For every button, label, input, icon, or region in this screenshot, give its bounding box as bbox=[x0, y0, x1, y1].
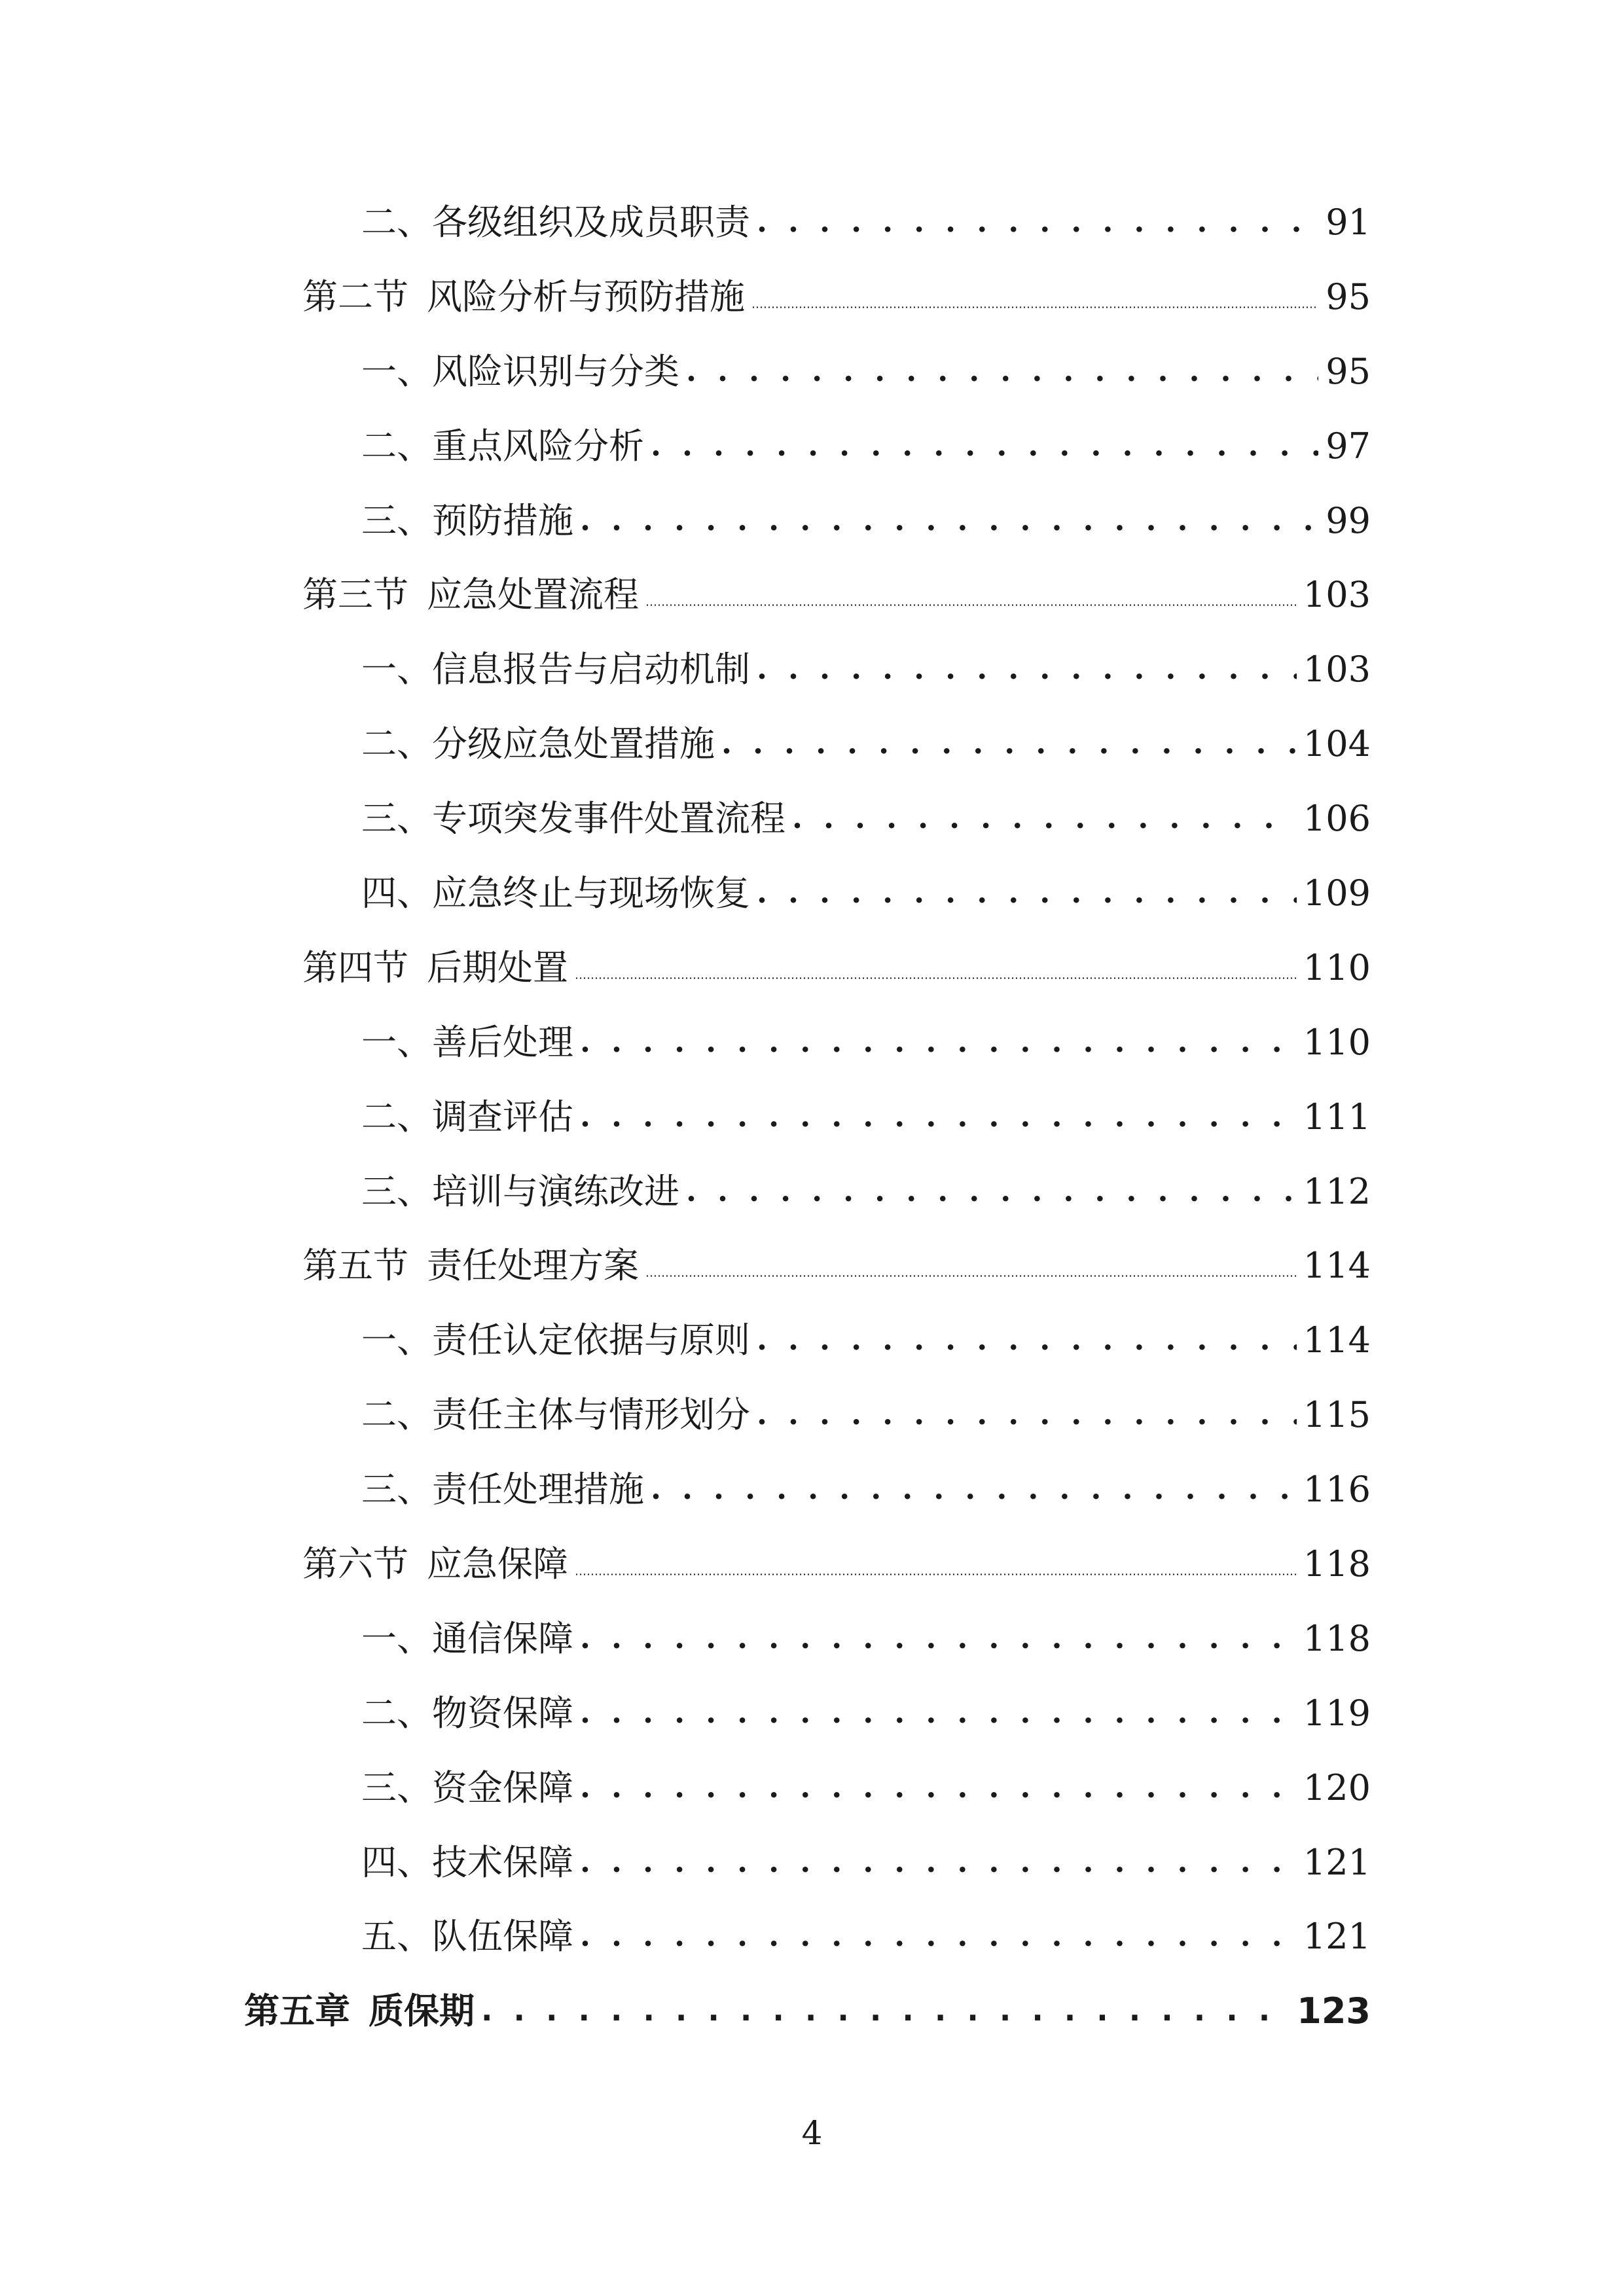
toc-entry-text: 通信保障 bbox=[432, 1617, 573, 1659]
toc-page-number: 118 bbox=[1303, 1543, 1371, 1585]
toc-page-number: 103 bbox=[1303, 649, 1371, 691]
toc-entry-title bbox=[302, 276, 745, 317]
toc-subsection-entry[interactable] bbox=[0, 1155, 1371, 1229]
toc-subsection-entry[interactable] bbox=[0, 1602, 1371, 1676]
toc-entry-title bbox=[361, 350, 679, 392]
toc-dot-leader bbox=[757, 652, 1297, 687]
toc-dot-leader bbox=[721, 726, 1297, 762]
toc-entry-title bbox=[361, 872, 750, 914]
toc-subsection-entry[interactable] bbox=[0, 1378, 1371, 1452]
toc-page-number: 121 bbox=[1303, 1841, 1371, 1883]
toc-dot-leader bbox=[580, 1919, 1297, 1954]
toc-dot-leader bbox=[645, 577, 1297, 613]
toc-entry-title bbox=[302, 1543, 568, 1585]
toc-entry-number: 二、 bbox=[361, 1096, 432, 1138]
toc-entry-number: 第六节 bbox=[302, 1543, 408, 1585]
toc-dot-leader bbox=[580, 1100, 1297, 1135]
toc-dot-leader bbox=[751, 279, 1318, 315]
toc-entry-number: 第四节 bbox=[302, 946, 408, 988]
toc-page-number: 119 bbox=[1303, 1692, 1371, 1734]
toc-subsection-entry[interactable] bbox=[0, 1005, 1371, 1080]
toc-section-entry[interactable] bbox=[0, 558, 1371, 632]
toc-page-number: 106 bbox=[1303, 798, 1371, 840]
toc-subsection-entry[interactable] bbox=[0, 484, 1371, 558]
toc-entry-title bbox=[361, 649, 750, 691]
toc-entry-text: 应急保障 bbox=[427, 1543, 568, 1585]
toc-entry-title bbox=[361, 1767, 573, 1808]
toc-dot-leader bbox=[580, 1696, 1297, 1731]
toc-entry-text: 技术保障 bbox=[432, 1841, 573, 1883]
toc-page-number: 112 bbox=[1303, 1170, 1371, 1212]
toc-section-entry[interactable] bbox=[0, 1229, 1371, 1303]
toc-page-number: 103 bbox=[1303, 574, 1371, 616]
toc-subsection-entry[interactable] bbox=[0, 334, 1371, 409]
toc-entry-number: 第五章 bbox=[244, 1990, 350, 2032]
toc-subsection-entry[interactable] bbox=[0, 1676, 1371, 1751]
toc-entry-text: 质保期 bbox=[369, 1990, 475, 2032]
toc-entry-title bbox=[361, 798, 785, 840]
toc-entry-title bbox=[361, 1021, 573, 1063]
toc-entry-number: 一、 bbox=[361, 350, 432, 392]
toc-entry-title bbox=[361, 1096, 573, 1138]
toc-entry-title bbox=[361, 1394, 750, 1436]
toc-entry-text: 分级应急处置措施 bbox=[432, 723, 715, 765]
toc-entry-number: 四、 bbox=[361, 1841, 432, 1883]
toc-dot-leader bbox=[757, 1397, 1297, 1433]
toc-page-number: 110 bbox=[1303, 1021, 1371, 1063]
toc-dot-leader bbox=[757, 876, 1297, 911]
toc-entry-number: 二、 bbox=[361, 201, 432, 243]
toc-entry-title bbox=[361, 1841, 573, 1883]
toc-entry-title bbox=[361, 723, 715, 765]
toc-entry-title bbox=[361, 201, 750, 243]
toc-entry-title bbox=[361, 1469, 644, 1511]
toc-dot-leader bbox=[580, 1621, 1297, 1657]
toc-chapter-entry[interactable] bbox=[0, 1974, 1371, 2049]
toc-entry-text: 专项突发事件处置流程 bbox=[432, 798, 785, 840]
toc-dot-leader bbox=[575, 950, 1297, 986]
toc-page-number: 120 bbox=[1303, 1767, 1371, 1808]
toc-entry-title bbox=[361, 1692, 573, 1734]
toc-page-number: 95 bbox=[1326, 350, 1371, 392]
toc-entry-number: 一、 bbox=[361, 1021, 432, 1063]
toc-page-number: 115 bbox=[1303, 1394, 1371, 1436]
toc-page-number: 104 bbox=[1303, 723, 1371, 765]
toc-entry-number: 二、 bbox=[361, 723, 432, 765]
toc-dot-leader bbox=[575, 1547, 1297, 1582]
toc-subsection-entry[interactable] bbox=[0, 1080, 1371, 1155]
toc-dot-leader bbox=[580, 1025, 1297, 1060]
toc-page-number: 91 bbox=[1326, 201, 1371, 243]
toc-subsection-entry[interactable] bbox=[0, 1452, 1371, 1527]
toc-page-number: 116 bbox=[1303, 1469, 1371, 1511]
toc-dot-leader bbox=[757, 205, 1318, 240]
toc-entry-text: 物资保障 bbox=[432, 1692, 573, 1734]
toc-entry-text: 应急处置流程 bbox=[427, 574, 639, 616]
toc-entry-title bbox=[361, 425, 644, 467]
toc-entry-text: 调查评估 bbox=[432, 1096, 573, 1138]
toc-entry-text: 队伍保障 bbox=[432, 1916, 573, 1958]
toc-entry-text: 风险分析与预防措施 bbox=[427, 276, 745, 317]
toc-entry-title bbox=[302, 946, 568, 988]
toc-entry-title bbox=[361, 1617, 573, 1659]
toc-entry-title bbox=[244, 1990, 475, 2032]
toc-entry-text: 信息报告与启动机制 bbox=[432, 649, 750, 691]
toc-entry-number: 第二节 bbox=[302, 276, 408, 317]
toc-entry-number: 一、 bbox=[361, 1319, 432, 1361]
toc-entry-number: 二、 bbox=[361, 1394, 432, 1436]
toc-dot-leader bbox=[651, 429, 1318, 464]
toc-dot-leader bbox=[792, 801, 1297, 836]
toc-page-number: 111 bbox=[1303, 1096, 1371, 1138]
toc-entry-number: 第五节 bbox=[302, 1245, 408, 1287]
toc-page-number: 118 bbox=[1303, 1617, 1371, 1659]
toc-entry-number: 三、 bbox=[361, 1170, 432, 1212]
toc-subsection-entry[interactable] bbox=[0, 185, 1371, 260]
toc-dot-leader bbox=[686, 354, 1318, 389]
toc-entry-number: 四、 bbox=[361, 872, 432, 914]
toc-dot-leader bbox=[686, 1174, 1297, 1210]
toc-entry-number: 五、 bbox=[361, 1916, 432, 1958]
toc-entry-title bbox=[361, 1916, 573, 1958]
toc-entry-text: 责任处理措施 bbox=[432, 1469, 644, 1511]
toc-subsection-entry[interactable] bbox=[0, 707, 1371, 781]
page-number: 4 bbox=[801, 2114, 823, 2152]
toc-page-number: 123 bbox=[1297, 1990, 1371, 2032]
toc-dot-leader bbox=[645, 1248, 1297, 1283]
toc-page-number: 114 bbox=[1303, 1245, 1371, 1287]
toc-entry-text: 责任认定依据与原则 bbox=[432, 1319, 750, 1361]
toc-entry-text: 重点风险分析 bbox=[432, 425, 644, 467]
toc-page-number: 110 bbox=[1303, 946, 1371, 988]
toc-dot-leader bbox=[580, 1770, 1297, 1806]
toc-entry-number: 三、 bbox=[361, 798, 432, 840]
toc-dot-leader bbox=[757, 1323, 1297, 1358]
toc-subsection-entry[interactable] bbox=[0, 1751, 1371, 1825]
toc-section-entry[interactable] bbox=[0, 260, 1371, 334]
toc-entry-text: 后期处置 bbox=[427, 946, 568, 988]
toc-entry-number: 三、 bbox=[361, 1469, 432, 1511]
toc-entry-number: 一、 bbox=[361, 1617, 432, 1659]
toc-entry-number: 一、 bbox=[361, 649, 432, 691]
toc-entry-text: 培训与演练改进 bbox=[432, 1170, 679, 1212]
toc-subsection-entry[interactable] bbox=[0, 1825, 1371, 1900]
toc-dot-leader bbox=[651, 1472, 1297, 1507]
toc-entry-number: 三、 bbox=[361, 499, 432, 541]
toc-entry-title bbox=[361, 1319, 750, 1361]
toc-entry-number: 三、 bbox=[361, 1767, 432, 1808]
toc-section-entry[interactable] bbox=[0, 931, 1371, 1005]
toc-entry-text: 责任处理方案 bbox=[427, 1245, 639, 1287]
toc-entry-title bbox=[361, 499, 573, 541]
toc-entry-title bbox=[302, 1245, 639, 1287]
toc-page-number: 99 bbox=[1326, 499, 1371, 541]
toc-page-number: 114 bbox=[1303, 1319, 1371, 1361]
toc-entry-title bbox=[361, 1170, 679, 1212]
toc-entry-text: 预防措施 bbox=[432, 499, 573, 541]
toc-dot-leader bbox=[580, 1845, 1297, 1880]
toc-page-number: 109 bbox=[1303, 872, 1371, 914]
toc-entry-number: 二、 bbox=[361, 425, 432, 467]
toc-section-entry[interactable] bbox=[0, 1527, 1371, 1602]
toc-entry-text: 责任主体与情形划分 bbox=[432, 1394, 750, 1436]
toc-entry-text: 各级组织及成员职责 bbox=[432, 201, 750, 243]
toc-entry-text: 应急终止与现场恢复 bbox=[432, 872, 750, 914]
toc-subsection-entry[interactable] bbox=[0, 781, 1371, 856]
toc-dot-leader bbox=[580, 503, 1318, 539]
toc-subsection-entry[interactable] bbox=[0, 1303, 1371, 1378]
toc-subsection-entry[interactable] bbox=[0, 632, 1371, 707]
toc-dot-leader bbox=[481, 1994, 1290, 2029]
toc-entry-text: 风险识别与分类 bbox=[432, 350, 679, 392]
toc-entry-text: 资金保障 bbox=[432, 1767, 573, 1808]
toc-page-number: 97 bbox=[1326, 425, 1371, 467]
toc-entry-number: 二、 bbox=[361, 1692, 432, 1734]
toc-entry-number: 第三节 bbox=[302, 574, 408, 616]
table-of-contents bbox=[0, 185, 1624, 2049]
toc-entry-title bbox=[302, 574, 639, 616]
toc-subsection-entry[interactable] bbox=[0, 1899, 1371, 1974]
toc-entry-text: 善后处理 bbox=[432, 1021, 573, 1063]
toc-page-number: 95 bbox=[1326, 276, 1371, 317]
toc-subsection-entry[interactable] bbox=[0, 409, 1371, 484]
toc-page-number: 121 bbox=[1303, 1916, 1371, 1958]
toc-subsection-entry[interactable] bbox=[0, 856, 1371, 931]
